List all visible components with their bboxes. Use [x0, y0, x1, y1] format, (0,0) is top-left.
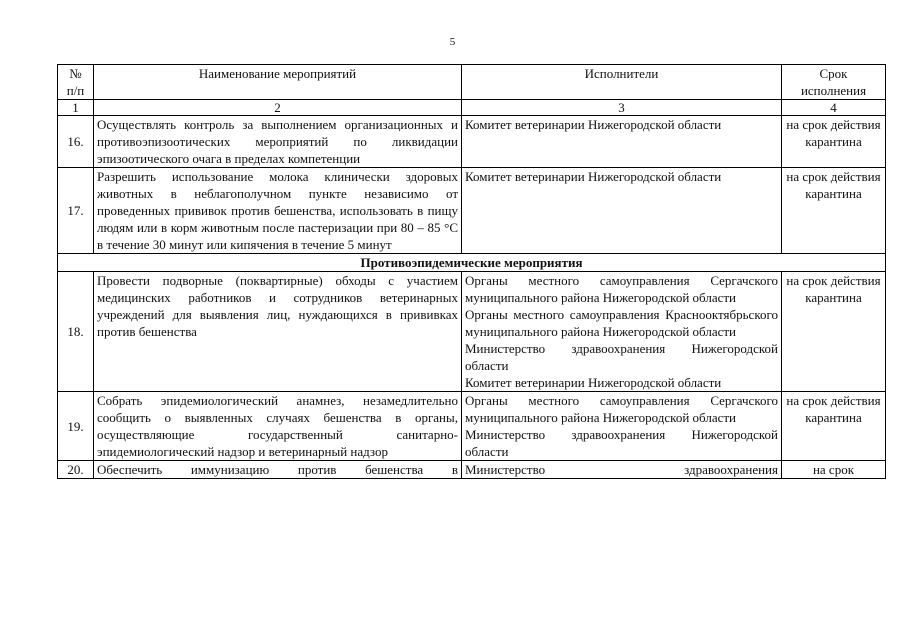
term-cell: на срок действия карантина — [782, 116, 886, 168]
term-cell: на срок действия карантина — [782, 168, 886, 254]
table-row — [58, 168, 886, 254]
term-cell: на срок действия карантина — [782, 392, 886, 461]
measure-name: Разрешить использование молока клинически здоровых животных в неблагополучном пункте независимо от проведенных прививок против бешенства, использовать в пищу людям или в корм животным после пастеризации при 80 – 85 °С в течение 30 минут или кипячения в течение 5 минут — [94, 168, 462, 254]
page-number: 5 — [449, 36, 456, 48]
header-num: № п/п — [58, 65, 94, 100]
executor: Органы местного самоуправления Сергачского муниципального района Нижегородской области — [465, 393, 778, 425]
column-index: 1 — [58, 100, 94, 116]
row-number: 17. — [58, 168, 94, 254]
executor: Органы местного самоуправления Сергачского муниципального района Нижегородской области — [465, 273, 778, 305]
column-index: 4 — [782, 100, 886, 116]
section-title: Противоэпидемические мероприятия — [58, 254, 886, 272]
table-row — [58, 392, 886, 461]
measures-table — [57, 64, 886, 479]
header-name: Наименование мероприятий — [94, 65, 462, 100]
term-cell: на срок — [782, 461, 886, 479]
row-number: 20. — [58, 461, 94, 479]
measure-name: Собрать эпидемиологический анамнез, незамедлительно сообщить о выявленных случаях бешенства в органы, осуществляющие государственный санитарно-эпидемиологический надзор и ветеринарный надзор — [94, 392, 462, 461]
section-row — [58, 254, 886, 272]
executors-cell — [462, 392, 782, 461]
executor: Министерство здравоохранения Нижегородской области — [465, 341, 778, 373]
row-number: 19. — [58, 392, 94, 461]
measure-name: Провести подворные (поквартирные) обходы с участием медицинских работников и сотрудников ветеринарных учреждений для выявления лиц, нуждающихся в прививках против бешенства — [94, 272, 462, 392]
executors-cell — [462, 116, 782, 168]
table-header-row — [58, 65, 886, 100]
header-term: Срок исполнения — [782, 65, 886, 100]
term-cell: на срок действия карантина — [782, 272, 886, 392]
table-row — [58, 461, 886, 479]
measure-name: Осуществлять контроль за выполнением организационных и противоэпизоотических мероприятий по ликвидации эпизоотического очага в пределах компетенции — [94, 116, 462, 168]
executors-cell — [462, 461, 782, 479]
executor: Министерство здравоохранения Нижегородской области — [465, 427, 778, 459]
column-index: 2 — [94, 100, 462, 116]
table-row — [58, 116, 886, 168]
executor: Органы местного самоуправления Краснооктябрьского муниципального района Нижегородской области — [465, 307, 778, 339]
executor: Комитет ветеринарии Нижегородской области — [465, 375, 722, 390]
executor: Министерство здравоохранения — [465, 462, 778, 477]
column-index-row — [58, 100, 886, 116]
header-executors: Исполнители — [462, 65, 782, 100]
column-index: 3 — [462, 100, 782, 116]
executors-cell — [462, 168, 782, 254]
row-number: 18. — [58, 272, 94, 392]
executors-cell — [462, 272, 782, 392]
executor: Комитет ветеринарии Нижегородской области — [465, 117, 722, 132]
executor: Комитет ветеринарии Нижегородской области — [465, 169, 722, 184]
table-row — [58, 272, 886, 392]
row-number: 16. — [58, 116, 94, 168]
measure-name: Обеспечить иммунизацию против бешенства в — [94, 461, 462, 479]
